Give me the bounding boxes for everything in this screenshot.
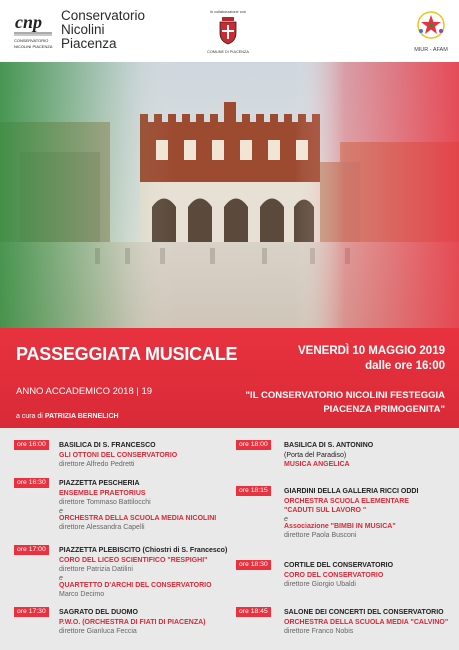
- event-item: [14, 545, 228, 598]
- event-separator: e: [59, 508, 63, 515]
- logo-mark: cnp: [15, 12, 42, 32]
- event-director: direttore Tommaso Battilocchi: [59, 499, 151, 506]
- svg-text:NICOLINI PIACENZA: NICOLINI PIACENZA: [14, 44, 53, 49]
- event-performer: CORO DEL LICEO SCIENTIFICO "RESPIGHI": [59, 557, 208, 564]
- event-venue: PIAZZETTA PESCHERIA: [59, 480, 140, 487]
- event-venue: BASILICA DI S. ANTONINO: [284, 442, 374, 449]
- svg-text:CONSERVATORIO: CONSERVATORIO: [14, 38, 49, 43]
- miur-star-icon: [416, 10, 446, 40]
- event-venue: BASILICA DI S. FRANCESCO: [59, 442, 156, 449]
- event-time-badge: ore 18:15: [236, 486, 271, 496]
- event-time-badge: ore 17:30: [14, 607, 49, 617]
- event-director: direttore Gianluca Feccia: [59, 628, 137, 635]
- event-director: direttore Alessandra Capelli: [59, 524, 145, 531]
- header: [0, 0, 459, 62]
- event-location-detail: (Porta del Paradiso): [284, 452, 347, 459]
- event-date: VENERDÌ 10 MAGGIO 2019: [298, 345, 445, 357]
- event-venue: SALONE DEI CONCERTI DEL CONSERVATORIO: [284, 609, 444, 616]
- event-performer: MUSICA ANGELICA: [284, 461, 350, 468]
- event-item: [236, 560, 394, 588]
- page-title: PASSEGGIATA MUSICALE: [16, 344, 238, 364]
- event-performer: ORCHESTRA DELLA SCUOLA MEDIA "CALVINO": [284, 619, 449, 626]
- org-name: Conservatorio Nicolini Piacenza: [61, 8, 146, 51]
- event-separator: e: [284, 516, 288, 523]
- conservatorio-logo: [12, 10, 54, 54]
- event-performer: ORCHESTRA SCUOLA ELEMENTARE: [284, 498, 409, 505]
- event-venue: SAGRATO DEL DUOMO: [59, 609, 138, 616]
- event-performer: GLI OTTONI DEL CONSERVATORIO: [59, 452, 178, 459]
- palazzo-gotico-photo: [0, 62, 459, 328]
- event-separator: e: [59, 575, 63, 582]
- event-item: [236, 486, 419, 539]
- event-time-badge: ore 16:00: [14, 440, 49, 450]
- event-time-badge: ore 18:30: [236, 560, 271, 570]
- event-performer: CORO DEL CONSERVATORIO: [284, 572, 384, 579]
- tagline-line1: "IL CONSERVATORIO NICOLINI FESTEGGIA: [245, 390, 445, 401]
- event-item: [236, 440, 374, 468]
- event-time-badge: ore 18:45: [236, 607, 271, 617]
- event-director: direttore Franco Nobis: [284, 628, 354, 635]
- event-item: [14, 478, 217, 531]
- miur-logo: [408, 10, 454, 56]
- event-venue: PIAZZETTA PLEBISCITO (Chiostri di S. Francesco): [59, 547, 228, 554]
- event-venue: CORTILE DEL CONSERVATORIO: [284, 562, 394, 569]
- event-item: [14, 607, 206, 635]
- academic-year: ANNO ACCADEMICO 2018 | 19: [16, 386, 153, 397]
- event-start-time: dalle ore 16:00: [365, 360, 445, 372]
- event-time-badge: ore 16:30: [14, 478, 49, 488]
- event-performer: QUARTETTO D'ARCHI DEL CONSERVATORIO: [59, 582, 212, 589]
- event-item: [236, 607, 449, 635]
- curator: a cura di PATRIZIA BERNELICH: [16, 413, 119, 420]
- event-director: Marco Decimo: [59, 591, 105, 598]
- event-item: [14, 440, 178, 468]
- event-director: direttore Patrizia Datilini: [59, 566, 133, 573]
- miur-label: MIUR - AFAM: [414, 47, 448, 53]
- event-performer: ORCHESTRA DELLA SCUOLA MEDIA NICOLINI: [59, 515, 217, 522]
- event-time-badge: ore 18:00: [236, 440, 271, 450]
- partner-caption: in collaborazione con: [210, 10, 246, 14]
- event-performer: P.W.O. (ORCHESTRA DI FIATI DI PIACENZA): [59, 619, 206, 626]
- event-director: direttore Paola Busconi: [284, 532, 357, 539]
- event-director: direttore Giorgio Ubaldi: [284, 581, 356, 588]
- tagline-line2: PIACENZA PRIMOGENITA": [323, 404, 445, 415]
- event-venue: GIARDINI DELLA GALLERIA RICCI ODDI: [284, 488, 419, 495]
- event-performer: "CADUTI SUL LAVORO ": [284, 507, 367, 514]
- event-performer: Associazione "BIMBI IN MUSICA": [284, 523, 396, 530]
- event-director: direttore Alfredo Pedretti: [59, 461, 135, 468]
- coat-of-arms-icon: [216, 15, 240, 45]
- partner-name: COMUNE DI PIACENZA: [207, 50, 249, 54]
- event-time-badge: ore 17:00: [14, 545, 49, 555]
- event-performer: ENSEMBLE PRAETORIUS: [59, 490, 146, 497]
- comune-logo: [205, 10, 251, 58]
